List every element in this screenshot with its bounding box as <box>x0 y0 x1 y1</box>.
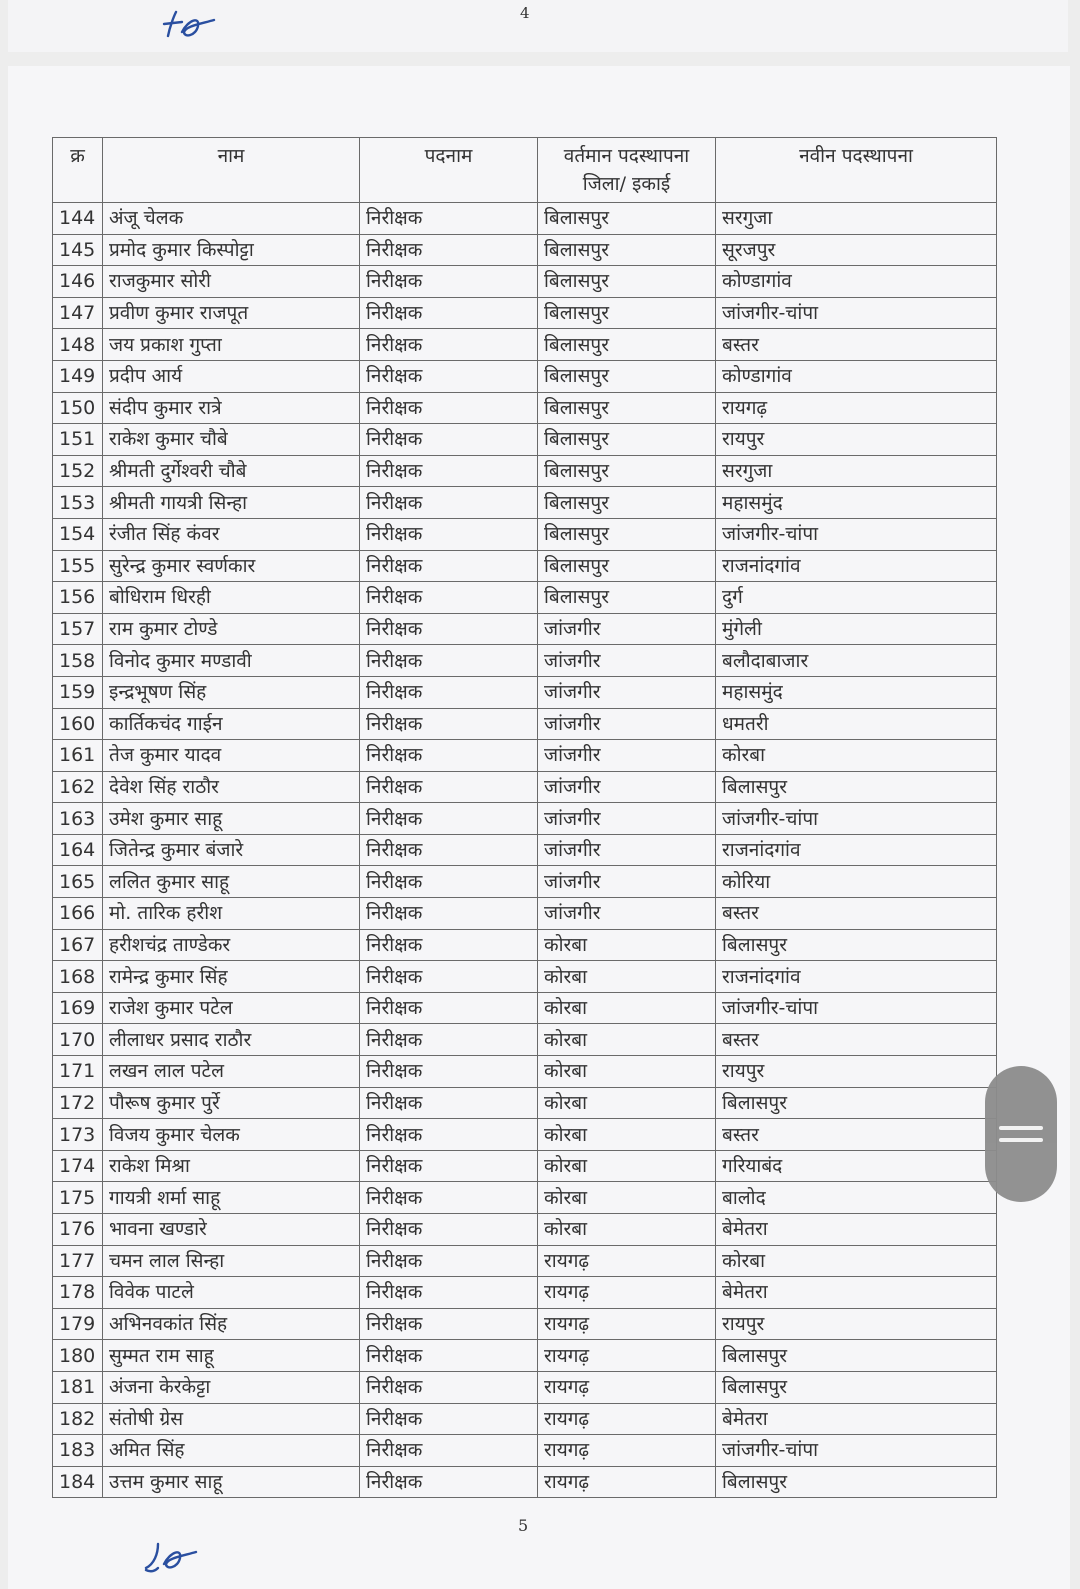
cell-num: 182 <box>53 1403 103 1435</box>
cell-name: प्रदीप आर्य <box>103 360 360 392</box>
table-row <box>53 1182 997 1214</box>
cell-current-posting: रायगढ़ <box>538 1403 716 1435</box>
table-row <box>53 992 997 1024</box>
cell-current-posting: रायगढ़ <box>538 1277 716 1309</box>
cell-current-posting: बिलासपुर <box>538 582 716 614</box>
cell-designation: निरीक्षक <box>360 1435 538 1467</box>
cell-designation: निरीक्षक <box>360 1340 538 1372</box>
cell-new-posting: बेमेतरा <box>716 1277 997 1309</box>
cell-designation: निरीक्षक <box>360 676 538 708</box>
cell-num: 159 <box>53 676 103 708</box>
cell-current-posting: जांजगीर <box>538 898 716 930</box>
table-row <box>53 424 997 456</box>
cell-name: प्रवीण कुमार राजपूत <box>103 297 360 329</box>
cell-current-posting: रायगढ़ <box>538 1466 716 1498</box>
cell-current-posting: बिलासपुर <box>538 550 716 582</box>
cell-designation: निरीक्षक <box>360 550 538 582</box>
cell-designation: निरीक्षक <box>360 898 538 930</box>
cell-current-posting: बिलासपुर <box>538 424 716 456</box>
cell-new-posting: बस्तर <box>716 1119 997 1151</box>
cell-num: 154 <box>53 518 103 550</box>
table-row <box>53 1403 997 1435</box>
cell-designation: निरीक्षक <box>360 1119 538 1151</box>
cell-new-posting: धमतरी <box>716 708 997 740</box>
cell-new-posting: बिलासपुर <box>716 771 997 803</box>
cell-current-posting: कोरबा <box>538 1150 716 1182</box>
header-num: क्र <box>53 138 103 203</box>
cell-new-posting: बिलासपुर <box>716 929 997 961</box>
cell-new-posting: रायपुर <box>716 424 997 456</box>
cell-num: 148 <box>53 329 103 361</box>
cell-name: अंजना केरकेट्टा <box>103 1371 360 1403</box>
table-row <box>53 613 997 645</box>
table-row <box>53 1024 997 1056</box>
cell-designation: निरीक्षक <box>360 1182 538 1214</box>
cell-num: 150 <box>53 392 103 424</box>
cell-num: 147 <box>53 297 103 329</box>
table-row <box>53 487 997 519</box>
cell-designation: निरीक्षक <box>360 740 538 772</box>
cell-num: 161 <box>53 740 103 772</box>
cell-current-posting: बिलासपुर <box>538 266 716 298</box>
table-row <box>53 1340 997 1372</box>
cell-designation: निरीक्षक <box>360 1466 538 1498</box>
cell-new-posting: बस्तर <box>716 329 997 361</box>
cell-current-posting: जांजगीर <box>538 803 716 835</box>
table-row <box>53 708 997 740</box>
cell-name: अमित सिंह <box>103 1435 360 1467</box>
cell-new-posting: सरगुजा <box>716 455 997 487</box>
cell-designation: निरीक्षक <box>360 297 538 329</box>
cell-new-posting: गरियाबंद <box>716 1150 997 1182</box>
transfer-table <box>52 137 997 1498</box>
table-row <box>53 329 997 361</box>
cell-name: संतोषी ग्रेस <box>103 1403 360 1435</box>
cell-name: लखन लाल पटेल <box>103 1056 360 1088</box>
cell-name: श्रीमती गायत्री सिन्हा <box>103 487 360 519</box>
cell-num: 160 <box>53 708 103 740</box>
cell-designation: निरीक्षक <box>360 645 538 677</box>
cell-name: गायत्री शर्मा साहू <box>103 1182 360 1214</box>
cell-current-posting: जांजगीर <box>538 866 716 898</box>
table-row <box>53 518 997 550</box>
cell-new-posting: राजनांदगांव <box>716 834 997 866</box>
table-row <box>53 1277 997 1309</box>
cell-name: संदीप कुमार रात्रे <box>103 392 360 424</box>
cell-current-posting: कोरबा <box>538 1214 716 1246</box>
cell-new-posting: जांजगीर-चांपा <box>716 1435 997 1467</box>
table-row <box>53 929 997 961</box>
cell-num: 183 <box>53 1435 103 1467</box>
cell-name: जय प्रकाश गुप्ता <box>103 329 360 361</box>
cell-new-posting: बेमेतरा <box>716 1403 997 1435</box>
cell-new-posting: बिलासपुर <box>716 1340 997 1372</box>
header-current-line1: वर्तमान पदस्थापना <box>563 145 690 167</box>
cell-current-posting: बिलासपुर <box>538 518 716 550</box>
cell-current-posting: जांजगीर <box>538 834 716 866</box>
table-row <box>53 803 997 835</box>
cell-num: 178 <box>53 1277 103 1309</box>
cell-designation: निरीक्षक <box>360 455 538 487</box>
cell-designation: निरीक्षक <box>360 961 538 993</box>
table-row <box>53 234 997 266</box>
cell-num: 155 <box>53 550 103 582</box>
table-row <box>53 1466 997 1498</box>
cell-current-posting: जांजगीर <box>538 771 716 803</box>
cell-current-posting: कोरबा <box>538 1182 716 1214</box>
cell-num: 173 <box>53 1119 103 1151</box>
cell-current-posting: रायगढ़ <box>538 1435 716 1467</box>
cell-current-posting: रायगढ़ <box>538 1340 716 1372</box>
cell-designation: निरीक्षक <box>360 234 538 266</box>
cell-current-posting: कोरबा <box>538 1087 716 1119</box>
cell-designation: निरीक्षक <box>360 771 538 803</box>
signature-initials-bottom <box>140 1538 200 1578</box>
cell-designation: निरीक्षक <box>360 1245 538 1277</box>
table-row <box>53 1371 997 1403</box>
cell-designation: निरीक्षक <box>360 1371 538 1403</box>
table-row <box>53 676 997 708</box>
cell-designation: निरीक्षक <box>360 1087 538 1119</box>
cell-current-posting: कोरबा <box>538 1119 716 1151</box>
cell-designation: निरीक्षक <box>360 1150 538 1182</box>
cell-designation: निरीक्षक <box>360 992 538 1024</box>
cell-name: उमेश कुमार साहू <box>103 803 360 835</box>
page-number-top: 4 <box>520 4 530 22</box>
cell-name: पौरूष कुमार पुर्रे <box>103 1087 360 1119</box>
cell-new-posting: महासमुंद <box>716 676 997 708</box>
cell-current-posting: जांजगीर <box>538 676 716 708</box>
cell-current-posting: रायगढ़ <box>538 1371 716 1403</box>
cell-designation: निरीक्षक <box>360 866 538 898</box>
cell-num: 174 <box>53 1150 103 1182</box>
cell-new-posting: राजनांदगांव <box>716 550 997 582</box>
cell-new-posting: कोण्डागांव <box>716 360 997 392</box>
cell-current-posting: कोरबा <box>538 1024 716 1056</box>
cell-num: 175 <box>53 1182 103 1214</box>
table-row <box>53 550 997 582</box>
cell-current-posting: कोरबा <box>538 1056 716 1088</box>
cell-name: राजकुमार सोरी <box>103 266 360 298</box>
cell-current-posting: रायगढ़ <box>538 1245 716 1277</box>
cell-name: विनोद कुमार मण्डावी <box>103 645 360 677</box>
cell-new-posting: मुंगेली <box>716 613 997 645</box>
cell-designation: निरीक्षक <box>360 1214 538 1246</box>
page-number-bottom: 5 <box>518 1516 529 1535</box>
table-row <box>53 771 997 803</box>
cell-current-posting: बिलासपुर <box>538 297 716 329</box>
cell-designation: निरीक्षक <box>360 518 538 550</box>
table-row <box>53 1056 997 1088</box>
cell-new-posting: बिलासपुर <box>716 1371 997 1403</box>
cell-designation: निरीक्षक <box>360 329 538 361</box>
table-row <box>53 898 997 930</box>
cell-name: मो. तारिक हरीश <box>103 898 360 930</box>
table-row <box>53 1435 997 1467</box>
cell-num: 152 <box>53 455 103 487</box>
cell-name: अभिनवकांत सिंह <box>103 1308 360 1340</box>
cell-num: 157 <box>53 613 103 645</box>
cell-num: 149 <box>53 360 103 392</box>
cell-new-posting: सूरजपुर <box>716 234 997 266</box>
cell-designation: निरीक्षक <box>360 487 538 519</box>
table-row <box>53 961 997 993</box>
table-row <box>53 834 997 866</box>
cell-current-posting: बिलासपुर <box>538 234 716 266</box>
cell-designation: निरीक्षक <box>360 392 538 424</box>
cell-new-posting: रायपुर <box>716 1056 997 1088</box>
cell-name: हरीशचंद्र ताण्डेकर <box>103 929 360 961</box>
cell-num: 166 <box>53 898 103 930</box>
cell-name: रामेन्द्र कुमार सिंह <box>103 961 360 993</box>
cell-designation: निरीक्षक <box>360 1308 538 1340</box>
cell-designation: निरीक्षक <box>360 424 538 456</box>
cell-num: 181 <box>53 1371 103 1403</box>
cell-designation: निरीक्षक <box>360 1024 538 1056</box>
cell-num: 158 <box>53 645 103 677</box>
cell-current-posting: जांजगीर <box>538 708 716 740</box>
cell-current-posting: जांजगीर <box>538 740 716 772</box>
cell-current-posting: बिलासपुर <box>538 360 716 392</box>
cell-current-posting: बिलासपुर <box>538 329 716 361</box>
header-name: नाम <box>103 138 360 203</box>
cell-designation: निरीक्षक <box>360 360 538 392</box>
cell-new-posting: कोण्डागांव <box>716 266 997 298</box>
table-row <box>53 1308 997 1340</box>
cell-num: 177 <box>53 1245 103 1277</box>
cell-num: 168 <box>53 961 103 993</box>
cell-current-posting: कोरबा <box>538 961 716 993</box>
cell-name: अंजू चेलक <box>103 203 360 235</box>
cell-new-posting: महासमुंद <box>716 487 997 519</box>
cell-name: उत्तम कुमार साहू <box>103 1466 360 1498</box>
cell-num: 172 <box>53 1087 103 1119</box>
table-row <box>53 1214 997 1246</box>
header-current-line2: जिला/ इकाई <box>582 173 671 195</box>
cell-name: विजय कुमार चेलक <box>103 1119 360 1151</box>
cell-num: 165 <box>53 866 103 898</box>
cell-name: तेज कुमार यादव <box>103 740 360 772</box>
cell-name: राजेश कुमार पटेल <box>103 992 360 1024</box>
scroll-handle[interactable] <box>985 1066 1057 1202</box>
cell-designation: निरीक्षक <box>360 1277 538 1309</box>
cell-num: 164 <box>53 834 103 866</box>
cell-num: 145 <box>53 234 103 266</box>
cell-num: 163 <box>53 803 103 835</box>
cell-name: राकेश मिश्रा <box>103 1150 360 1182</box>
cell-new-posting: राजनांदगांव <box>716 961 997 993</box>
cell-name: जितेन्द्र कुमार बंजारे <box>103 834 360 866</box>
cell-new-posting: बलौदाबाजार <box>716 645 997 677</box>
cell-current-posting: जांजगीर <box>538 613 716 645</box>
cell-num: 162 <box>53 771 103 803</box>
cell-num: 167 <box>53 929 103 961</box>
cell-name: देवेश सिंह राठौर <box>103 771 360 803</box>
cell-current-posting: रायगढ़ <box>538 1308 716 1340</box>
cell-new-posting: बिलासपुर <box>716 1087 997 1119</box>
cell-name: विवेक पाटले <box>103 1277 360 1309</box>
cell-name: श्रीमती दुर्गेश्वरी चौबे <box>103 455 360 487</box>
cell-num: 146 <box>53 266 103 298</box>
table-row <box>53 360 997 392</box>
cell-designation: निरीक्षक <box>360 1403 538 1435</box>
cell-new-posting: जांजगीर-चांपा <box>716 297 997 329</box>
cell-current-posting: कोरबा <box>538 992 716 1024</box>
table-body <box>53 203 997 1498</box>
table-row <box>53 266 997 298</box>
table-row <box>53 582 997 614</box>
cell-num: 180 <box>53 1340 103 1372</box>
cell-current-posting: बिलासपुर <box>538 487 716 519</box>
cell-num: 176 <box>53 1214 103 1246</box>
cell-new-posting: रायगढ़ <box>716 392 997 424</box>
cell-new-posting: दुर्ग <box>716 582 997 614</box>
cell-name: प्रमोद कुमार किस्पोट्टा <box>103 234 360 266</box>
cell-designation: निरीक्षक <box>360 1056 538 1088</box>
cell-designation: निरीक्षक <box>360 834 538 866</box>
cell-current-posting: जांजगीर <box>538 645 716 677</box>
cell-name: सुम्मत राम साहू <box>103 1340 360 1372</box>
cell-num: 153 <box>53 487 103 519</box>
signature-initials-top <box>160 6 220 46</box>
cell-name: सुरेन्द्र कुमार स्वर्णकार <box>103 550 360 582</box>
cell-name: इन्द्रभूषण सिंह <box>103 676 360 708</box>
cell-num: 144 <box>53 203 103 235</box>
cell-new-posting: जांजगीर-चांपा <box>716 518 997 550</box>
cell-designation: निरीक्षक <box>360 803 538 835</box>
cell-designation: निरीक्षक <box>360 266 538 298</box>
table-row <box>53 203 997 235</box>
table-row <box>53 866 997 898</box>
cell-new-posting: बिलासपुर <box>716 1466 997 1498</box>
cell-name: चमन लाल सिन्हा <box>103 1245 360 1277</box>
table-row <box>53 1245 997 1277</box>
table-row <box>53 1087 997 1119</box>
table-row <box>53 1150 997 1182</box>
cell-num: 179 <box>53 1308 103 1340</box>
cell-num: 151 <box>53 424 103 456</box>
table-row <box>53 392 997 424</box>
table-header-row <box>53 138 997 203</box>
cell-current-posting: बिलासपुर <box>538 203 716 235</box>
cell-name: कार्तिकचंद गाईन <box>103 708 360 740</box>
cell-new-posting: बस्तर <box>716 1024 997 1056</box>
cell-designation: निरीक्षक <box>360 203 538 235</box>
cell-name: लीलाधर प्रसाद राठौर <box>103 1024 360 1056</box>
table-row <box>53 740 997 772</box>
header-current-posting <box>538 138 716 203</box>
cell-new-posting: रायपुर <box>716 1308 997 1340</box>
cell-new-posting: बेमेतरा <box>716 1214 997 1246</box>
cell-designation: निरीक्षक <box>360 582 538 614</box>
cell-new-posting: जांजगीर-चांपा <box>716 992 997 1024</box>
table-row <box>53 455 997 487</box>
cell-num: 169 <box>53 992 103 1024</box>
header-new-posting: नवीन पदस्थापना <box>716 138 997 203</box>
cell-current-posting: कोरबा <box>538 929 716 961</box>
cell-current-posting: बिलासपुर <box>538 392 716 424</box>
cell-name: रंजीत सिंह कंवर <box>103 518 360 550</box>
cell-new-posting: बस्तर <box>716 898 997 930</box>
cell-name: ललित कुमार साहू <box>103 866 360 898</box>
cell-num: 170 <box>53 1024 103 1056</box>
cell-new-posting: कोरबा <box>716 1245 997 1277</box>
cell-num: 184 <box>53 1466 103 1498</box>
cell-designation: निरीक्षक <box>360 929 538 961</box>
cell-name: बोधिराम धिरही <box>103 582 360 614</box>
cell-current-posting: बिलासपुर <box>538 455 716 487</box>
cell-new-posting: सरगुजा <box>716 203 997 235</box>
cell-new-posting: बालोद <box>716 1182 997 1214</box>
table-row <box>53 297 997 329</box>
table-row <box>53 645 997 677</box>
cell-name: राकेश कुमार चौबे <box>103 424 360 456</box>
cell-num: 156 <box>53 582 103 614</box>
cell-num: 171 <box>53 1056 103 1088</box>
cell-designation: निरीक्षक <box>360 613 538 645</box>
cell-name: राम कुमार टोण्डे <box>103 613 360 645</box>
table-row <box>53 1119 997 1151</box>
cell-designation: निरीक्षक <box>360 708 538 740</box>
cell-new-posting: कोरिया <box>716 866 997 898</box>
header-designation: पदनाम <box>360 138 538 203</box>
cell-new-posting: कोरबा <box>716 740 997 772</box>
cell-name: भावना खण्डारे <box>103 1214 360 1246</box>
cell-new-posting: जांजगीर-चांपा <box>716 803 997 835</box>
